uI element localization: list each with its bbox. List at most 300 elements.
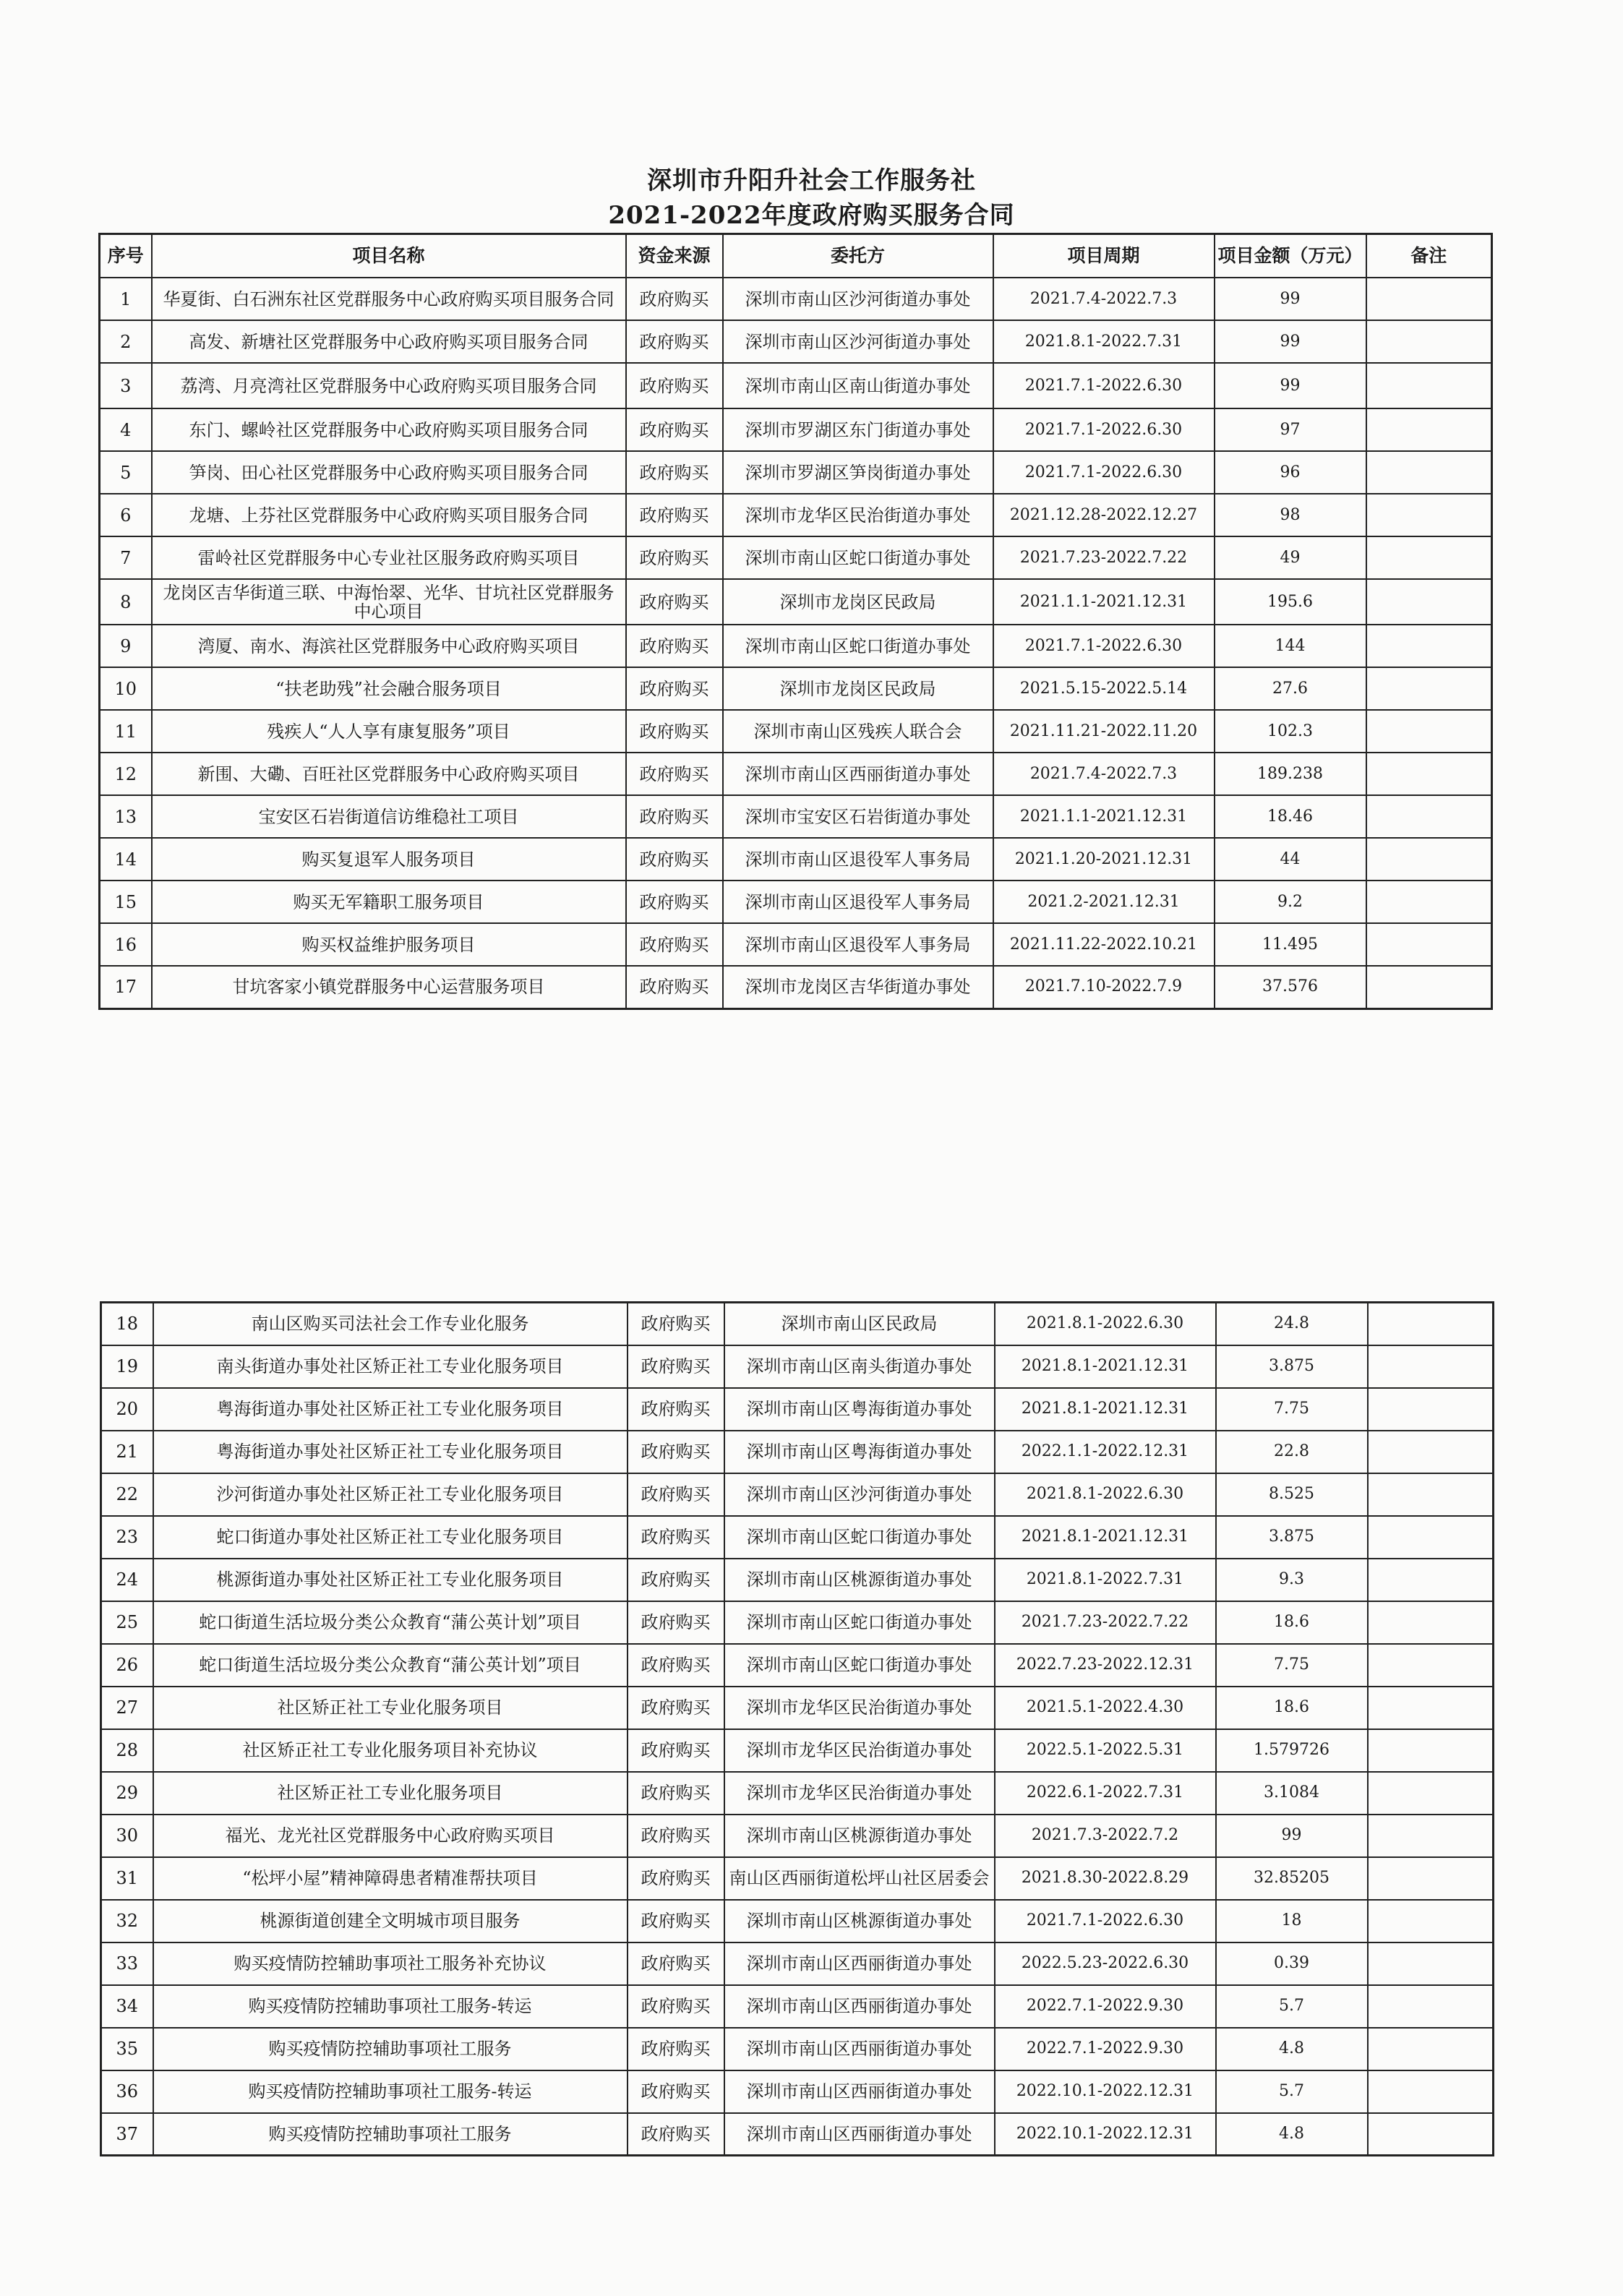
cell-amount: 3.875 [1216,1345,1368,1388]
cell-fund-source: 政府购买 [628,1431,724,1473]
cell-no: 11 [100,710,152,753]
cell-note [1368,1601,1494,1644]
cell-amount: 97 [1215,408,1366,451]
cell-project-name: 粤海街道办事处社区矫正社工专业化服务项目 [153,1388,628,1431]
cell-amount: 99 [1215,320,1366,363]
cell-period: 2022.7.23-2022.12.31 [995,1644,1216,1687]
cell-note [1368,1303,1494,1345]
table-row [100,625,1492,667]
cell-no: 17 [100,966,152,1008]
table-row [101,1942,1494,1985]
cell-note [1368,1900,1494,1942]
header-name: 项目名称 [152,234,626,278]
cell-client: 深圳市南山区西丽街道办事处 [724,2070,995,2113]
cell-fund-source: 政府购买 [628,1303,724,1345]
cell-period: 2021.7.10-2022.7.9 [993,966,1215,1008]
cell-project-name: 新围、大磡、百旺社区党群服务中心政府购买项目 [152,753,626,795]
table-header-row [100,234,1492,278]
header-source: 资金来源 [626,234,723,278]
cell-client: 深圳市南山区粤海街道办事处 [724,1388,995,1431]
cell-client: 深圳市龙华区民治街道办事处 [724,1772,995,1815]
cell-amount: 0.39 [1216,1942,1368,1985]
cell-period: 2021.7.4-2022.7.3 [993,278,1215,320]
cell-amount: 5.7 [1216,1985,1368,2028]
table-row [101,1729,1494,1772]
cell-client: 深圳市南山区桃源街道办事处 [724,1559,995,1601]
cell-project-name: 购买疫情防控辅助事项社工服务-转运 [153,1985,628,2028]
cell-no: 29 [101,1772,153,1815]
cell-project-name: 残疾人“人人享有康复服务”项目 [152,710,626,753]
cell-fund-source: 政府购买 [628,1815,724,1857]
cell-fund-source: 政府购买 [626,710,723,753]
cell-no: 36 [101,2070,153,2113]
cell-project-name: 甘坑客家小镇党群服务中心运营服务项目 [152,966,626,1008]
cell-period: 2021.11.22-2022.10.21 [993,923,1215,966]
cell-amount: 18.6 [1216,1687,1368,1729]
table-row [101,1559,1494,1601]
cell-no: 18 [101,1303,153,1345]
cell-amount: 8.525 [1216,1473,1368,1516]
cell-project-name: 福光、龙光社区党群服务中心政府购买项目 [153,1815,628,1857]
cell-note [1368,1942,1494,1985]
table-row [100,667,1492,710]
table-row [100,881,1492,923]
table-row [101,1644,1494,1687]
cell-note [1368,1473,1494,1516]
cell-note [1368,1431,1494,1473]
cell-client: 深圳市南山区蛇口街道办事处 [724,1516,995,1559]
contracts-table-part2 [100,1301,1494,2156]
cell-period: 2021.8.1-2022.6.30 [995,1303,1216,1345]
table-row [100,579,1492,625]
cell-client: 深圳市南山区沙河街道办事处 [723,278,993,320]
cell-period: 2022.5.1-2022.5.31 [995,1729,1216,1772]
cell-amount: 49 [1215,536,1366,579]
cell-no: 12 [100,753,152,795]
cell-client: 深圳市南山区西丽街道办事处 [724,2028,995,2070]
table-body-part2 [101,1303,1494,2156]
cell-no: 24 [101,1559,153,1601]
cell-amount: 1.579726 [1216,1729,1368,1772]
cell-no: 22 [101,1473,153,1516]
cell-no: 21 [101,1431,153,1473]
cell-period: 2022.1.1-2022.12.31 [995,1431,1216,1473]
cell-project-name: 购买疫情防控辅助事项社工服务-转运 [153,2070,628,2113]
cell-project-name: 宝安区石岩街道信访维稳社工项目 [152,795,626,838]
contracts-table-part1 [98,233,1493,1010]
cell-amount: 99 [1215,278,1366,320]
cell-note [1366,363,1492,408]
cell-no: 13 [100,795,152,838]
cell-project-name: 购买无军籍职工服务项目 [152,881,626,923]
cell-project-name: 华夏街、白石洲东社区党群服务中心政府购买项目服务合同 [152,278,626,320]
cell-no: 26 [101,1644,153,1687]
cell-no: 1 [100,278,152,320]
table-row [100,795,1492,838]
cell-fund-source: 政府购买 [628,1985,724,2028]
cell-fund-source: 政府购买 [628,1857,724,1900]
cell-amount: 44 [1215,838,1366,881]
table-row [101,1772,1494,1815]
cell-client: 深圳市罗湖区笋岗街道办事处 [723,451,993,494]
header-period: 项目周期 [993,234,1215,278]
page-title: 深圳市升阳升社会工作服务社 [647,166,976,195]
cell-note [1366,536,1492,579]
cell-note [1368,1345,1494,1388]
cell-no: 33 [101,1942,153,1985]
cell-project-name: 龙塘、上芬社区党群服务中心政府购买项目服务合同 [152,494,626,536]
cell-no: 3 [100,363,152,408]
cell-period: 2021.7.1-2022.6.30 [993,451,1215,494]
cell-note [1366,494,1492,536]
cell-no: 4 [100,408,152,451]
table-row [101,1985,1494,2028]
table-row [101,1473,1494,1516]
cell-note [1366,838,1492,881]
cell-period: 2021.8.1-2021.12.31 [995,1516,1216,1559]
cell-period: 2021.1.1-2021.12.31 [993,795,1215,838]
cell-period: 2021.5.15-2022.5.14 [993,667,1215,710]
cell-client: 深圳市南山区桃源街道办事处 [724,1815,995,1857]
cell-no: 31 [101,1857,153,1900]
cell-no: 35 [101,2028,153,2070]
cell-client: 深圳市南山区蛇口街道办事处 [724,1601,995,1644]
cell-period: 2021.7.23-2022.7.22 [993,536,1215,579]
cell-note [1368,1559,1494,1601]
cell-project-name: 龙岗区吉华街道三联、中海怡翠、光华、甘坑社区党群服务中心项目 [152,579,626,625]
cell-client: 深圳市南山区粤海街道办事处 [724,1431,995,1473]
cell-amount: 3.875 [1216,1516,1368,1559]
table-row [101,1388,1494,1431]
cell-project-name: 桃源街道办事处社区矫正社工专业化服务项目 [153,1559,628,1601]
cell-project-name: “松坪小屋”精神障碍患者精准帮扶项目 [153,1857,628,1900]
cell-project-name: 社区矫正社工专业化服务项目补充协议 [153,1729,628,1772]
cell-period: 2022.7.1-2022.9.30 [995,1985,1216,2028]
cell-fund-source: 政府购买 [626,625,723,667]
cell-client: 深圳市南山区退役军人事务局 [723,881,993,923]
table-row [101,1431,1494,1473]
cell-client: 深圳市南山区西丽街道办事处 [724,1942,995,1985]
cell-fund-source: 政府购买 [626,494,723,536]
cell-period: 2022.10.1-2022.12.31 [995,2113,1216,2156]
cell-fund-source: 政府购买 [628,2113,724,2156]
cell-project-name: 购买疫情防控辅助事项社工服务补充协议 [153,1942,628,1985]
cell-no: 10 [100,667,152,710]
cell-project-name: 湾厦、南水、海滨社区党群服务中心政府购买项目 [152,625,626,667]
cell-amount: 18.46 [1215,795,1366,838]
cell-fund-source: 政府购买 [626,795,723,838]
cell-project-name: 蛇口街道办事处社区矫正社工专业化服务项目 [153,1516,628,1559]
cell-note [1366,881,1492,923]
cell-client: 深圳市龙岗区民政局 [723,579,993,625]
cell-period: 2021.7.1-2022.6.30 [995,1900,1216,1942]
cell-amount: 189.238 [1215,753,1366,795]
cell-fund-source: 政府购买 [628,1388,724,1431]
table-row [100,710,1492,753]
cell-project-name: 社区矫正社工专业化服务项目 [153,1772,628,1815]
cell-amount: 18 [1216,1900,1368,1942]
cell-note [1368,1644,1494,1687]
cell-no: 5 [100,451,152,494]
cell-no: 30 [101,1815,153,1857]
cell-note [1368,2028,1494,2070]
cell-amount: 7.75 [1216,1388,1368,1431]
cell-amount: 37.576 [1215,966,1366,1008]
cell-no: 25 [101,1601,153,1644]
cell-no: 37 [101,2113,153,2156]
cell-no: 19 [101,1345,153,1388]
cell-project-name: 沙河街道办事处社区矫正社工专业化服务项目 [153,1473,628,1516]
cell-note [1366,710,1492,753]
table-row [100,320,1492,363]
header-no: 序号 [100,234,152,278]
cell-fund-source: 政府购买 [626,579,723,625]
cell-project-name: 高发、新塘社区党群服务中心政府购买项目服务合同 [152,320,626,363]
cell-note [1366,667,1492,710]
header-client: 委托方 [723,234,993,278]
cell-period: 2021.7.4-2022.7.3 [993,753,1215,795]
cell-amount: 27.6 [1215,667,1366,710]
cell-project-name: “扶老助残”社会融合服务项目 [152,667,626,710]
cell-no: 28 [101,1729,153,1772]
cell-no: 20 [101,1388,153,1431]
cell-client: 深圳市罗湖区东门街道办事处 [723,408,993,451]
cell-client: 深圳市南山区退役军人事务局 [723,923,993,966]
cell-fund-source: 政府购买 [626,667,723,710]
cell-project-name: 蛇口街道生活垃圾分类公众教育“蒲公英计划”项目 [153,1644,628,1687]
cell-amount: 99 [1216,1815,1368,1857]
cell-note [1366,625,1492,667]
cell-period: 2022.10.1-2022.12.31 [995,2070,1216,2113]
cell-amount: 11.495 [1215,923,1366,966]
cell-client: 深圳市南山区沙河街道办事处 [723,320,993,363]
cell-amount: 18.6 [1216,1601,1368,1644]
header-amount: 项目金额（万元） [1215,234,1366,278]
cell-note [1366,966,1492,1008]
cell-note [1366,408,1492,451]
cell-no: 32 [101,1900,153,1942]
cell-fund-source: 政府购买 [628,2028,724,2070]
cell-client: 深圳市南山区残疾人联合会 [723,710,993,753]
cell-note [1368,1985,1494,2028]
cell-project-name: 南头街道办事处社区矫正社工专业化服务项目 [153,1345,628,1388]
cell-fund-source: 政府购买 [626,923,723,966]
cell-fund-source: 政府购买 [628,1942,724,1985]
cell-note [1368,1815,1494,1857]
cell-amount: 24.8 [1216,1303,1368,1345]
cell-amount: 99 [1215,363,1366,408]
cell-note [1368,1729,1494,1772]
cell-amount: 4.8 [1216,2028,1368,2070]
cell-fund-source: 政府购买 [626,451,723,494]
table-row [100,408,1492,451]
cell-period: 2021.8.1-2022.7.31 [993,320,1215,363]
cell-period: 2021.8.1-2022.7.31 [995,1559,1216,1601]
cell-fund-source: 政府购买 [626,320,723,363]
cell-fund-source: 政府购买 [628,1644,724,1687]
cell-client: 深圳市南山区沙河街道办事处 [724,1473,995,1516]
cell-period: 2021.7.3-2022.7.2 [995,1815,1216,1857]
cell-fund-source: 政府购买 [626,363,723,408]
cell-client: 南山区西丽街道松坪山社区居委会 [724,1857,995,1900]
cell-client: 深圳市龙岗区吉华街道办事处 [723,966,993,1008]
cell-note [1368,2070,1494,2113]
cell-fund-source: 政府购买 [626,838,723,881]
cell-project-name: 购买疫情防控辅助事项社工服务 [153,2028,628,2070]
cell-no: 14 [100,838,152,881]
cell-project-name: 社区矫正社工专业化服务项目 [153,1687,628,1729]
cell-client: 深圳市南山区西丽街道办事处 [724,2113,995,2156]
cell-note [1366,923,1492,966]
table-row [101,1303,1494,1345]
cell-client: 深圳市南山区南山街道办事处 [723,363,993,408]
table-row [100,451,1492,494]
cell-project-name: 东门、螺岭社区党群服务中心政府购买项目服务合同 [152,408,626,451]
cell-client: 深圳市南山区西丽街道办事处 [724,1985,995,2028]
cell-no: 16 [100,923,152,966]
cell-client: 深圳市南山区蛇口街道办事处 [723,536,993,579]
cell-fund-source: 政府购买 [628,1473,724,1516]
cell-amount: 96 [1215,451,1366,494]
cell-amount: 3.1084 [1216,1772,1368,1815]
cell-amount: 5.7 [1216,2070,1368,2113]
cell-amount: 4.8 [1216,2113,1368,2156]
cell-period: 2021.1.20-2021.12.31 [993,838,1215,881]
cell-fund-source: 政府购买 [628,1900,724,1942]
cell-project-name: 粤海街道办事处社区矫正社工专业化服务项目 [153,1431,628,1473]
cell-amount: 98 [1215,494,1366,536]
cell-no: 23 [101,1516,153,1559]
cell-period: 2021.11.21-2022.11.20 [993,710,1215,753]
cell-note [1368,1687,1494,1729]
cell-note [1366,320,1492,363]
cell-client: 深圳市龙华区民治街道办事处 [724,1729,995,1772]
cell-client: 深圳市南山区桃源街道办事处 [724,1900,995,1942]
cell-note [1368,1772,1494,1815]
table-row [101,1601,1494,1644]
cell-client: 深圳市南山区蛇口街道办事处 [723,625,993,667]
table-row [100,278,1492,320]
table-row [100,966,1492,1008]
cell-note [1366,451,1492,494]
cell-no: 7 [100,536,152,579]
cell-client: 深圳市龙华区民治街道办事处 [723,494,993,536]
cell-amount: 195.6 [1215,579,1366,625]
cell-period: 2021.2-2021.12.31 [993,881,1215,923]
cell-fund-source: 政府购买 [628,1345,724,1388]
cell-period: 2021.5.1-2022.4.30 [995,1687,1216,1729]
table-body-part1 [100,278,1492,1008]
cell-note [1366,753,1492,795]
cell-period: 2022.6.1-2022.7.31 [995,1772,1216,1815]
cell-note [1366,278,1492,320]
cell-project-name: 购买权益维护服务项目 [152,923,626,966]
cell-project-name: 购买疫情防控辅助事项社工服务 [153,2113,628,2156]
cell-amount: 22.8 [1216,1431,1368,1473]
cell-project-name: 桃源街道创建全文明城市项目服务 [153,1900,628,1942]
cell-fund-source: 政府购买 [626,278,723,320]
cell-period: 2021.7.1-2022.6.30 [993,363,1215,408]
table-row [101,1516,1494,1559]
table-row [100,363,1492,408]
cell-period: 2021.7.1-2022.6.30 [993,625,1215,667]
cell-no: 15 [100,881,152,923]
cell-note [1368,1388,1494,1431]
table-row [100,753,1492,795]
cell-period: 2021.8.30-2022.8.29 [995,1857,1216,1900]
table-row [100,838,1492,881]
cell-amount: 32.85205 [1216,1857,1368,1900]
cell-period: 2021.8.1-2021.12.31 [995,1345,1216,1388]
cell-period: 2022.5.23-2022.6.30 [995,1942,1216,1985]
cell-fund-source: 政府购买 [628,1516,724,1559]
header-note: 备注 [1366,234,1492,278]
cell-no: 2 [100,320,152,363]
cell-note [1366,795,1492,838]
table-row [101,1687,1494,1729]
cell-client: 深圳市南山区西丽街道办事处 [723,753,993,795]
cell-fund-source: 政府购买 [626,881,723,923]
page-subtitle: 2021-2022年度政府购买服务合同 [608,201,1015,230]
cell-no: 34 [101,1985,153,2028]
cell-project-name: 笋岗、田心社区党群服务中心政府购买项目服务合同 [152,451,626,494]
cell-no: 8 [100,579,152,625]
cell-period: 2021.8.1-2022.6.30 [995,1473,1216,1516]
table-row [101,1857,1494,1900]
table-row [101,2070,1494,2113]
cell-project-name: 南山区购买司法社会工作专业化服务 [153,1303,628,1345]
cell-client: 深圳市南山区退役军人事务局 [723,838,993,881]
cell-no: 27 [101,1687,153,1729]
cell-fund-source: 政府购买 [628,2070,724,2113]
cell-period: 2021.7.23-2022.7.22 [995,1601,1216,1644]
cell-client: 深圳市龙华区民治街道办事处 [724,1687,995,1729]
table-row [100,536,1492,579]
cell-fund-source: 政府购买 [626,753,723,795]
cell-period: 2021.12.28-2022.12.27 [993,494,1215,536]
cell-period: 2021.8.1-2021.12.31 [995,1388,1216,1431]
cell-amount: 144 [1215,625,1366,667]
cell-period: 2021.7.1-2022.6.30 [993,408,1215,451]
cell-fund-source: 政府购买 [626,536,723,579]
cell-note [1368,1516,1494,1559]
cell-amount: 9.2 [1215,881,1366,923]
cell-client: 深圳市南山区蛇口街道办事处 [724,1644,995,1687]
cell-note [1368,2113,1494,2156]
cell-project-name: 购买复退军人服务项目 [152,838,626,881]
cell-fund-source: 政府购买 [628,1772,724,1815]
cell-note [1368,1857,1494,1900]
cell-client: 深圳市南山区南头街道办事处 [724,1345,995,1388]
cell-no: 6 [100,494,152,536]
cell-fund-source: 政府购买 [626,966,723,1008]
cell-amount: 7.75 [1216,1644,1368,1687]
cell-no: 9 [100,625,152,667]
cell-fund-source: 政府购买 [626,408,723,451]
cell-client: 深圳市南山区民政局 [724,1303,995,1345]
table-row [101,2028,1494,2070]
cell-project-name: 蛇口街道生活垃圾分类公众教育“蒲公英计划”项目 [153,1601,628,1644]
cell-period: 2022.7.1-2022.9.30 [995,2028,1216,2070]
cell-client: 深圳市宝安区石岩街道办事处 [723,795,993,838]
cell-note [1366,579,1492,625]
table-row [101,1900,1494,1942]
cell-fund-source: 政府购买 [628,1729,724,1772]
cell-fund-source: 政府购买 [628,1559,724,1601]
cell-fund-source: 政府购买 [628,1601,724,1644]
cell-fund-source: 政府购买 [628,1687,724,1729]
cell-project-name: 雷岭社区党群服务中心专业社区服务政府购买项目 [152,536,626,579]
